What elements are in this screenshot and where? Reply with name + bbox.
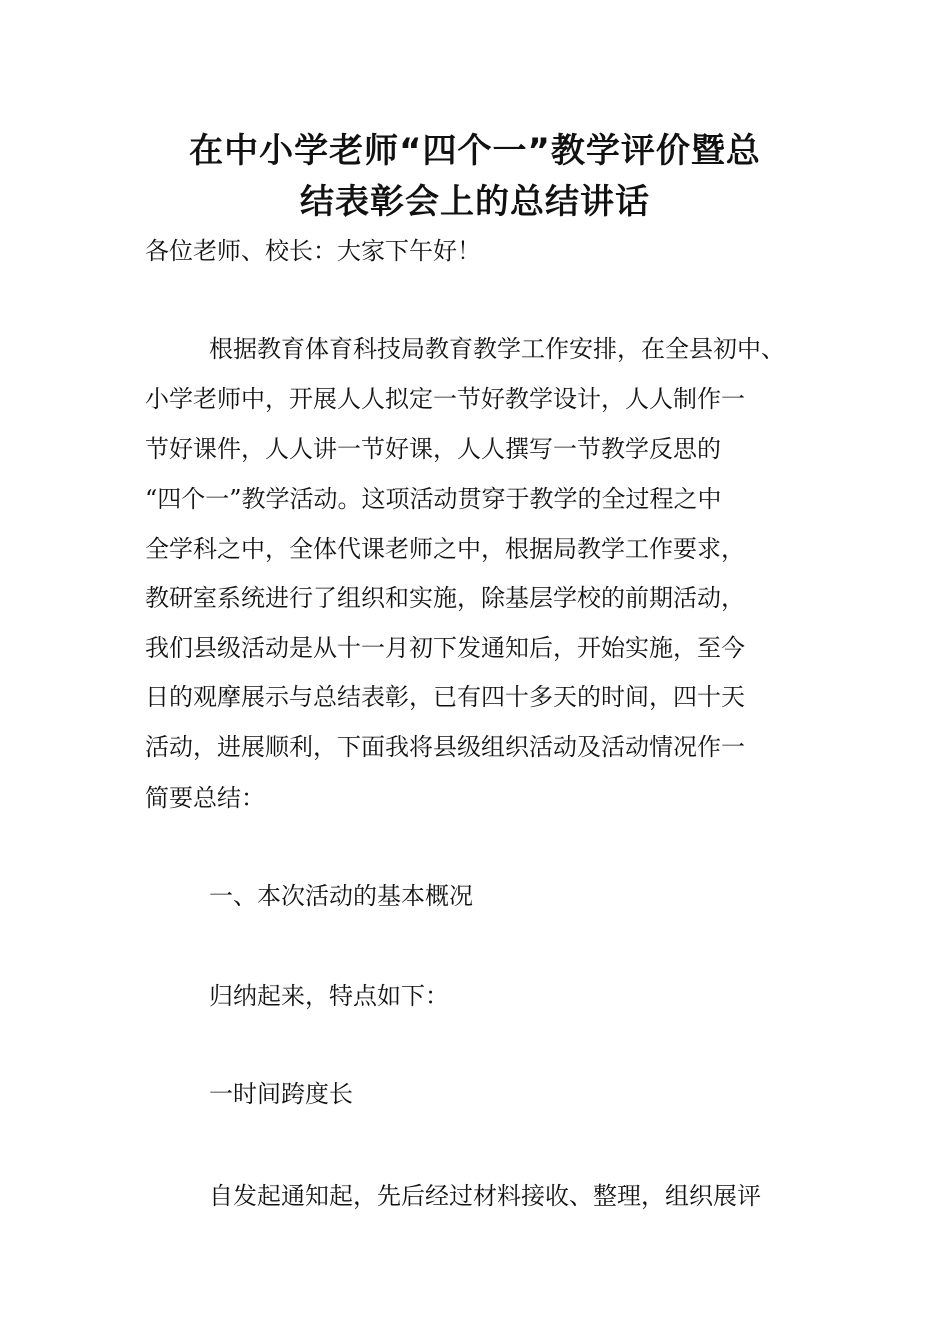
paragraph-1-line: 节好课件，人人讲一节好课，人人撰写一节教学反思的	[145, 435, 721, 463]
paragraph-1-line: 日的观摩展示与总结表彰，已有四十多天的时间，四十天	[145, 683, 745, 711]
point-1-text: 自发起通知起，先后经过材料接收、整理，组织展评	[209, 1182, 761, 1210]
greeting: 各位老师、校长：大家下午好！	[145, 237, 481, 265]
summary-intro: 归纳起来，特点如下：	[209, 982, 449, 1010]
document-title-line-1: 在中小学老师“四个一”教学评价暨总	[189, 131, 761, 171]
document-title-line-2: 结表彰会上的总结讲话	[300, 182, 650, 222]
paragraph-1-line: 活动，进展顺利，下面我将县级组织活动及活动情况作一	[145, 733, 745, 761]
point-1-heading: 一时间跨度长	[209, 1080, 353, 1108]
paragraph-1-line: 根据教育体育科技局教育教学工作安排，在全县初中、	[209, 335, 785, 363]
paragraph-1-line: 简要总结：	[145, 784, 265, 812]
paragraph-1-line: 小学老师中，开展人人拟定一节好教学设计，人人制作一	[145, 385, 745, 413]
paragraph-1-line: 全学科之中，全体代课老师之中，根据局教学工作要求，	[145, 535, 745, 563]
paragraph-1-line: 教研室系统进行了组织和实施，除基层学校的前期活动，	[145, 584, 745, 612]
section-1-heading: 一、本次活动的基本概况	[209, 882, 473, 910]
paragraph-1-line: “四个一”教学活动。这项活动贯穿于教学的全过程之中	[145, 485, 722, 513]
paragraph-1-line: 我们县级活动是从十一月初下发通知后，开始实施，至今	[145, 634, 745, 662]
